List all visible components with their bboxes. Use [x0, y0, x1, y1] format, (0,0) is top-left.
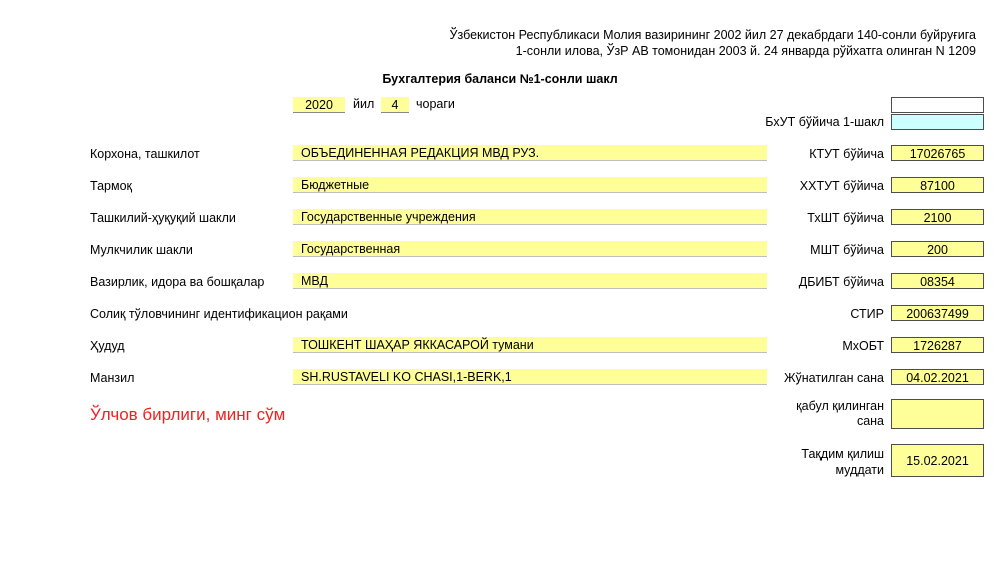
accepted-date-label-line1: қабул қилинган	[796, 399, 884, 413]
field-address[interactable]: SH.RUSTAVELI KO CHASI,1-BERK,1	[293, 369, 767, 385]
accepted-date-field[interactable]	[891, 399, 984, 429]
code-label-ktut: КТУТ бўйича	[809, 147, 884, 161]
code-label-mkhobt: МхОБТ	[842, 339, 884, 353]
code-label-sent-date: Жўнатилган сана	[783, 371, 884, 385]
row-label-address: Манзил	[90, 371, 135, 385]
code-msht[interactable]: 200	[891, 241, 984, 257]
year-label: йил	[353, 97, 375, 111]
year-field[interactable]: 2020	[293, 97, 345, 113]
accepted-date-label-line2: сана	[856, 414, 884, 428]
code-tkhsht[interactable]: 2100	[891, 209, 984, 225]
deadline-label-line2: муддати	[835, 463, 884, 477]
code-stir[interactable]: 200637499	[891, 305, 984, 321]
row-label-tax-id: Солиқ тўловчининг идентификацион рақами	[90, 307, 348, 321]
code-dbibt[interactable]: 08354	[891, 273, 984, 289]
form-code-top-box[interactable]	[891, 97, 984, 113]
code-label-dbibt: ДБИБТ бўйича	[798, 275, 884, 289]
code-ktut[interactable]: 17026765	[891, 145, 984, 161]
quarter-field[interactable]: 4	[381, 97, 409, 113]
field-ownership[interactable]: Государственная	[293, 241, 767, 257]
field-organization[interactable]: ОБЪЕДИНЕННАЯ РЕДАКЦИЯ МВД РУЗ.	[293, 145, 767, 161]
accepted-date-label	[796, 399, 884, 429]
deadline-field[interactable]: 15.02.2021	[891, 444, 984, 477]
code-sent-date[interactable]: 04.02.2021	[891, 369, 984, 385]
field-industry[interactable]: Бюджетные	[293, 177, 767, 193]
quarter-label: чораги	[416, 97, 455, 111]
field-ministry[interactable]: МВД	[293, 273, 767, 289]
row-label-ownership: Мулкчилик шакли	[90, 243, 193, 257]
order-reference-line2: 1-сонли илова, ЎзР АВ томонидан 2003 й. 24 январда рўйхатга олинган N 1209	[515, 44, 976, 58]
field-legal-form[interactable]: Государственные учреждения	[293, 209, 767, 225]
unit-label: Ўлчов бирлиги, минг сўм	[90, 405, 286, 424]
row-label-organization: Корхона, ташкилот	[90, 147, 200, 161]
code-mkhobt[interactable]: 1726287	[891, 337, 984, 353]
code-label-stir: СТИР	[850, 307, 884, 321]
deadline-label	[801, 446, 884, 478]
row-label-region: Ҳудуд	[90, 339, 125, 353]
code-label-tkhsht: ТхШТ бўйича	[807, 211, 884, 225]
row-label-industry: Тармоқ	[90, 179, 132, 193]
form-label: БхУТ бўйича 1-шакл	[765, 115, 884, 129]
order-reference	[450, 27, 976, 59]
form-code-box[interactable]	[891, 114, 984, 130]
code-label-khkhtut: ХХТУТ бўйича	[799, 179, 884, 193]
field-region[interactable]: ТОШКЕНТ ШАҲАР ЯККАСАРОЙ тумани	[293, 337, 767, 353]
row-label-legal-form: Ташкилий-ҳуқуқий шакли	[90, 211, 236, 225]
deadline-label-line1: Тақдим қилиш	[801, 447, 884, 461]
form-title: Бухгалтерия баланси №1-сонли шакл	[382, 72, 618, 86]
row-label-ministry: Вазирлик, идора ва бошқалар	[90, 275, 265, 289]
code-label-msht: МШТ бўйича	[810, 243, 884, 257]
code-khkhtut[interactable]: 87100	[891, 177, 984, 193]
order-reference-line1: Ўзбекистон Республикаси Молия вазирининг 2002 йил 27 декабрдаги 140-сонли буйруғига	[449, 28, 976, 42]
